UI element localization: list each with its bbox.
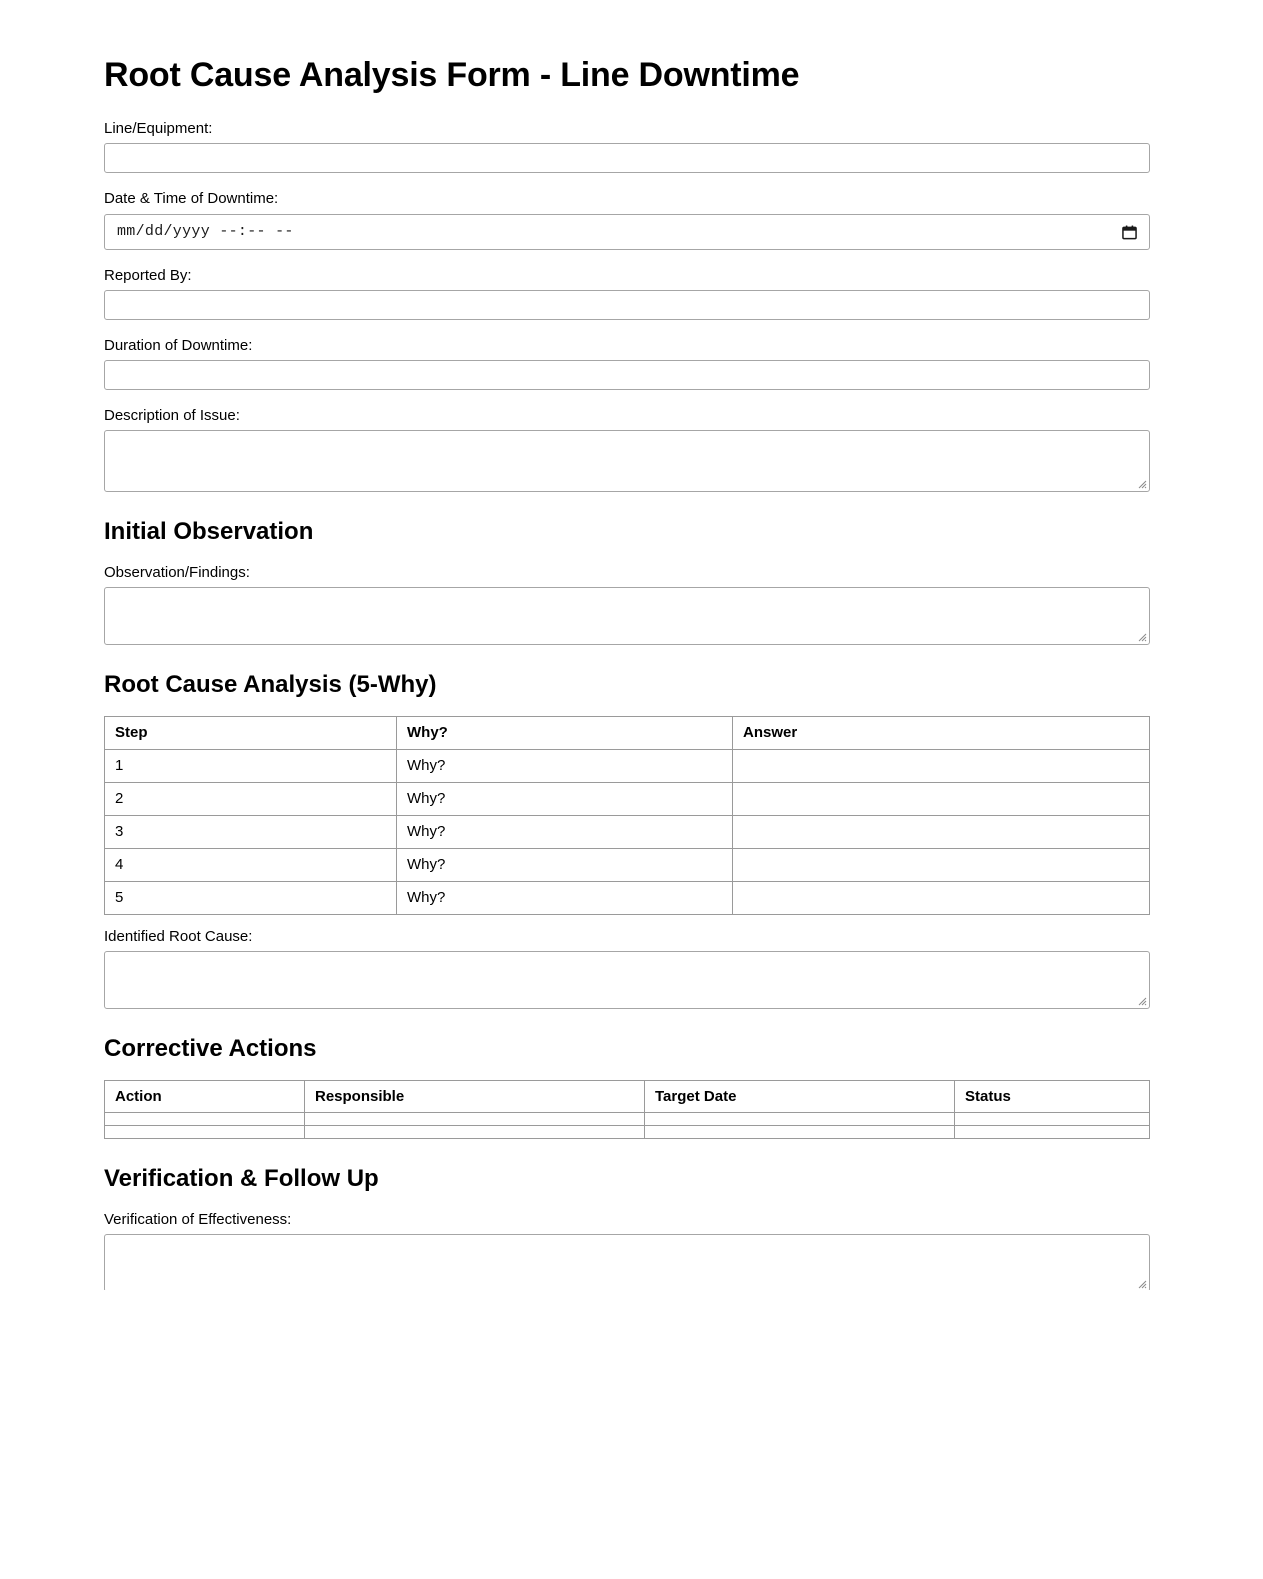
section-title-corrective-actions: Corrective Actions	[104, 1034, 317, 1062]
five-why-answer-cell[interactable]	[733, 782, 1150, 815]
observation-textarea[interactable]	[104, 587, 1150, 645]
five-why-answer-cell[interactable]	[733, 881, 1150, 914]
actions-header-target-date: Target Date	[645, 1080, 955, 1113]
actions-responsible-cell[interactable]	[305, 1126, 645, 1139]
line-equipment-input[interactable]	[104, 143, 1150, 173]
actions-action-cell[interactable]	[105, 1126, 305, 1139]
actions-responsible-cell[interactable]	[305, 1113, 645, 1126]
five-why-answer-cell[interactable]	[733, 815, 1150, 848]
section-title-root-cause-analysis: Root Cause Analysis (5-Why)	[104, 671, 437, 699]
resize-grip-icon[interactable]	[1135, 994, 1147, 1006]
resize-grip-icon[interactable]	[1135, 477, 1147, 489]
actions-status-cell[interactable]	[955, 1126, 1150, 1139]
five-why-answer-cell[interactable]	[733, 749, 1150, 782]
page-title: Root Cause Analysis Form - Line Downtime	[104, 56, 800, 94]
five-why-why: Why?	[397, 848, 733, 881]
five-why-header-step: Step	[105, 717, 397, 750]
field-duration	[104, 336, 1159, 390]
spacer	[104, 915, 1159, 927]
five-why-header-answer: Answer	[733, 717, 1150, 750]
table-row	[105, 881, 1150, 914]
identified-root-cause-label: Identified Root Cause:	[104, 927, 253, 945]
duration-label: Duration of Downtime:	[104, 336, 253, 354]
calendar-icon[interactable]	[1122, 224, 1137, 239]
table-row	[105, 782, 1150, 815]
five-why-why: Why?	[397, 881, 733, 914]
datetime-placeholder-text: mm/dd/yyyy --:-- --	[117, 223, 294, 241]
five-why-step: 4	[105, 848, 397, 881]
five-why-step: 3	[105, 815, 397, 848]
description-label: Description of Issue:	[104, 407, 240, 425]
reported-by-input[interactable]	[104, 290, 1150, 320]
field-verification	[104, 1210, 1159, 1290]
actions-action-cell[interactable]	[105, 1113, 305, 1126]
actions-target-date-cell[interactable]	[645, 1113, 955, 1126]
duration-input[interactable]	[104, 360, 1150, 390]
table-header-row	[105, 1080, 1150, 1113]
table-row	[105, 1113, 1150, 1126]
field-line-equipment	[104, 119, 1159, 173]
resize-grip-icon[interactable]	[1135, 630, 1147, 642]
verification-label: Verification of Effectiveness:	[104, 1211, 292, 1229]
table-row	[105, 848, 1150, 881]
table-header-row	[105, 717, 1150, 750]
observation-label: Observation/Findings:	[104, 564, 250, 582]
actions-header-responsible: Responsible	[305, 1080, 645, 1113]
field-reported-by	[104, 266, 1159, 320]
section-title-initial-observation: Initial Observation	[104, 518, 314, 546]
section-title-verification-follow-up: Verification & Follow Up	[104, 1165, 379, 1193]
description-textarea[interactable]	[104, 430, 1150, 492]
five-why-why: Why?	[397, 815, 733, 848]
reported-by-label: Reported By:	[104, 266, 192, 284]
field-description	[104, 406, 1159, 492]
table-row	[105, 1126, 1150, 1139]
five-why-step: 1	[105, 749, 397, 782]
identified-root-cause-textarea[interactable]	[104, 951, 1150, 1009]
table-row	[105, 749, 1150, 782]
five-why-table	[104, 716, 1150, 915]
field-identified-root-cause	[104, 927, 1159, 1009]
five-why-step: 2	[105, 782, 397, 815]
corrective-actions-table	[104, 1080, 1150, 1140]
verification-textarea[interactable]	[104, 1234, 1150, 1290]
resize-grip-icon[interactable]	[1135, 1277, 1147, 1289]
line-equipment-label: Line/Equipment:	[104, 120, 213, 138]
datetime-label: Date & Time of Downtime:	[104, 190, 279, 208]
field-datetime	[104, 189, 1159, 249]
actions-status-cell[interactable]	[955, 1113, 1150, 1126]
five-why-answer-cell[interactable]	[733, 848, 1150, 881]
five-why-step: 5	[105, 881, 397, 914]
field-observation	[104, 563, 1159, 645]
actions-header-status: Status	[955, 1080, 1150, 1113]
five-why-why: Why?	[397, 749, 733, 782]
five-why-header-why: Why?	[397, 717, 733, 750]
table-row	[105, 815, 1150, 848]
five-why-why: Why?	[397, 782, 733, 815]
actions-header-action: Action	[105, 1080, 305, 1113]
actions-target-date-cell[interactable]	[645, 1126, 955, 1139]
datetime-input[interactable]	[104, 214, 1150, 250]
